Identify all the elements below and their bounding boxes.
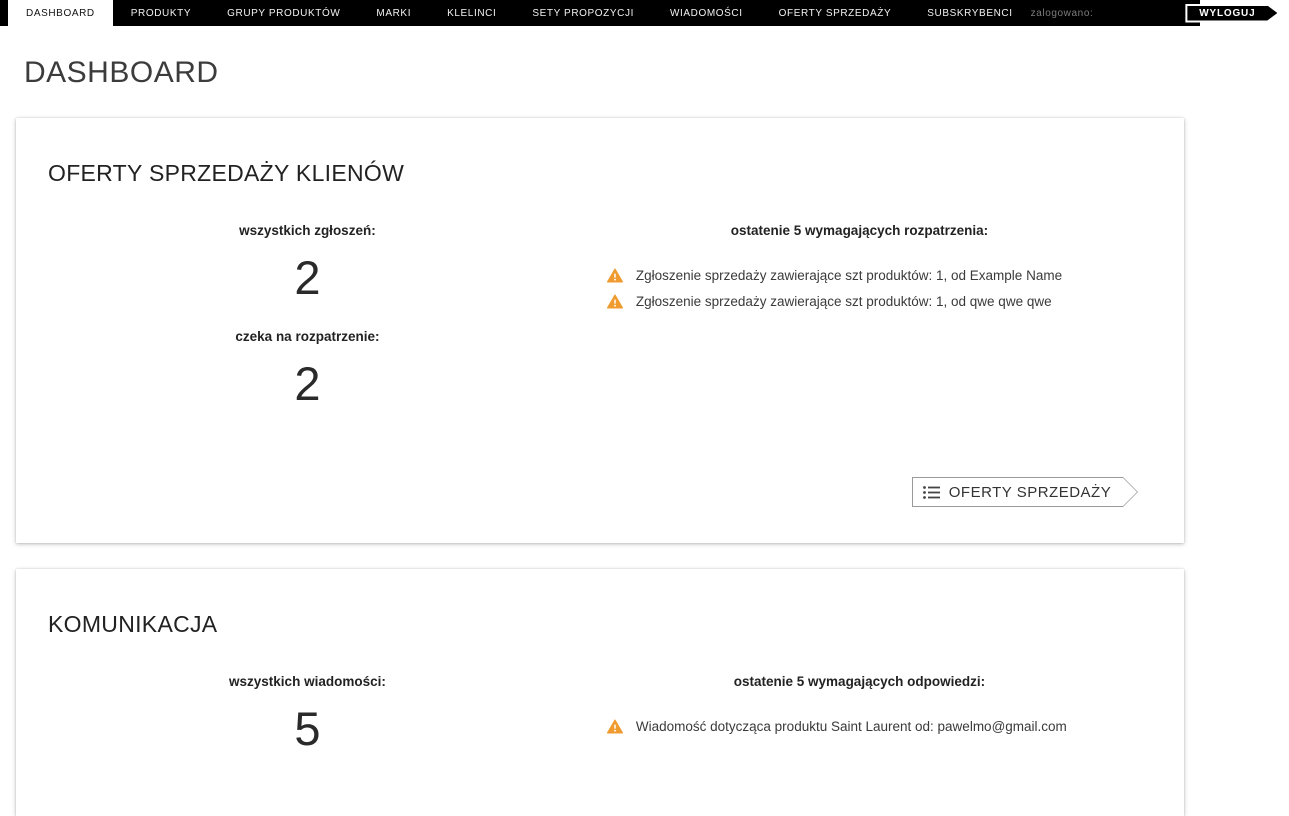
warning-icon (607, 268, 623, 283)
alert-text: Zgłoszenie sprzedaży zawierające szt produktów: 1, od qwe qwe qwe (635, 294, 1052, 309)
stats-column (48, 223, 567, 435)
card-oferty-sprzedazy-klienow (16, 118, 1184, 543)
alerts-column (567, 674, 1152, 780)
tab-sety-propozycji[interactable]: SETY PROPOZYCJI (532, 7, 634, 19)
button-label-wrap (912, 477, 1138, 507)
alert-row[interactable] (567, 268, 1152, 283)
alert-text: Wiadomość dotycząca produktu Saint Laurent od: pawelmo@gmail.com (635, 719, 1067, 734)
alert-row[interactable] (567, 294, 1152, 309)
alert-text: Zgłoszenie sprzedaży zawierające szt produktów: 1, od Example Name (635, 268, 1063, 283)
tab-grupy-produktow[interactable]: GRUPY PRODUKTÓW (227, 7, 341, 19)
card-komunikacja (16, 569, 1184, 816)
tab-marki[interactable]: MARKI (376, 7, 412, 19)
stat-value-total: 2 (294, 251, 321, 304)
warning-icon (607, 719, 623, 734)
card-body (48, 674, 1152, 780)
card-body (48, 223, 1152, 435)
tab-subskrybenci[interactable]: SUBSKRYBENCI (927, 7, 1013, 19)
page-title: DASHBOARD (24, 56, 219, 89)
stat-label-total-messages: wszystkich wiadomości: (229, 674, 386, 689)
nav-right-area (1031, 0, 1289, 26)
logout-button-label: WYLOGUJ (1199, 7, 1256, 19)
stat-value-pending: 2 (294, 357, 321, 410)
stat-label-pending: czeka na rozpatrzenie: (235, 329, 380, 344)
card-title: KOMUNIKACJA (48, 611, 218, 637)
tab-oferty-sprzedazy[interactable]: OFERTY SPRZEDAŻY (778, 7, 892, 19)
alert-row[interactable] (567, 719, 1152, 734)
button-label: OFERTY SPRZEDAŻY (948, 483, 1112, 501)
stat-label-total: wszystkich zgłoszeń: (239, 223, 376, 238)
card-title: OFERTY SPRZEDAŻY KLIENÓW (48, 160, 405, 186)
tab-wiadomosci[interactable]: WIADOMOŚCI (669, 7, 743, 19)
tab-klelinci[interactable]: KLELINCI (447, 7, 497, 19)
list-icon (923, 486, 940, 499)
tab-dashboard[interactable]: DASHBOARD (8, 0, 113, 26)
card-actions (48, 477, 1152, 507)
stat-value-total-messages: 5 (294, 702, 321, 755)
top-navigation (0, 0, 1256, 26)
oferty-sprzedazy-button[interactable] (912, 477, 1138, 507)
tab-produkty[interactable]: PRODUKTY (130, 7, 192, 19)
alerts-column (567, 223, 1152, 435)
logged-in-label: zalogowano: (1030, 7, 1094, 19)
stats-column (48, 674, 567, 780)
warning-icon (607, 294, 623, 309)
alerts-header: ostatenie 5 wymagających rozpatrzenia: (730, 223, 989, 238)
alerts-header: ostatenie 5 wymagających odpowiedzi: (733, 674, 986, 689)
logout-button[interactable] (1185, 4, 1279, 23)
